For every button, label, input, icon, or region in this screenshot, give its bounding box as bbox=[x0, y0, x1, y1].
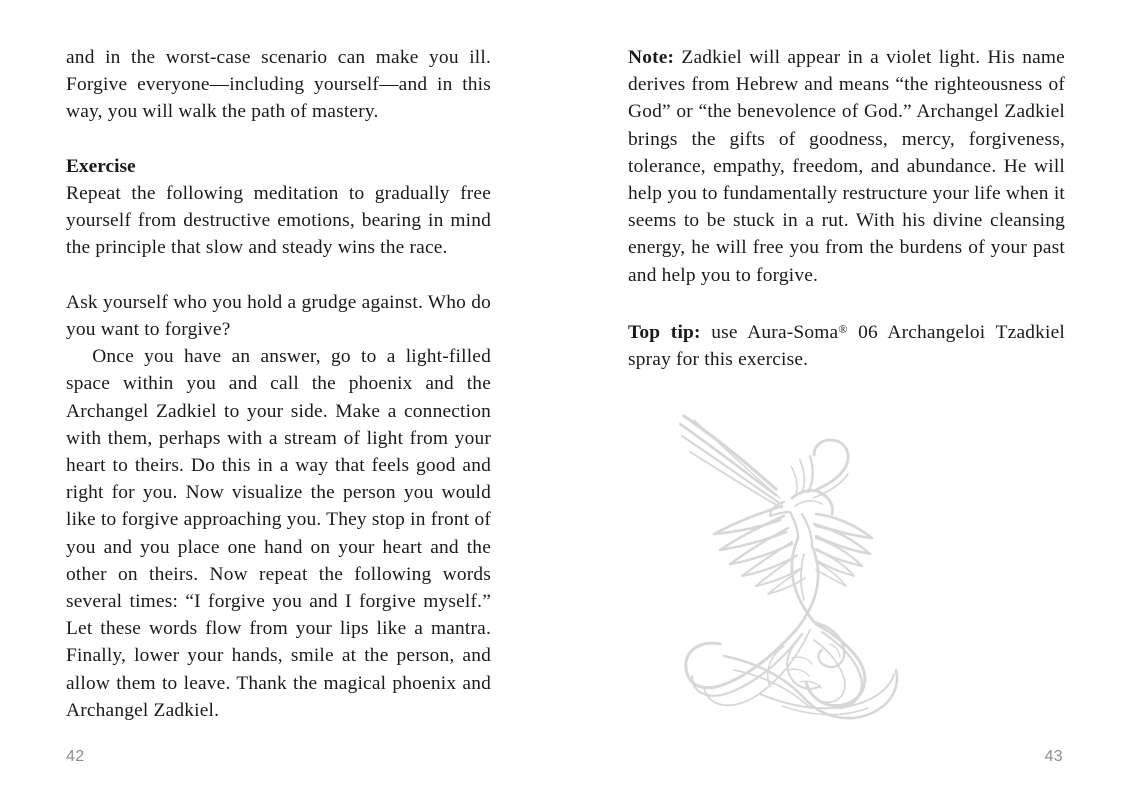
heading-exercise: Exercise bbox=[66, 155, 136, 177]
top-tip-body-before: use Aura-Soma bbox=[700, 322, 839, 344]
block-spacer bbox=[66, 262, 491, 289]
top-tip-body-after: 06 Archangeloi Tzadkiel spray for this exercise. bbox=[628, 322, 1065, 371]
block-spacer bbox=[66, 126, 491, 153]
left-page-column bbox=[0, 44, 560, 724]
paragraph-continued-mastery: and in the worst-case scenario can make you ill. Forgive everyone—including yourself—and in this way, you will walk the path of mastery. bbox=[66, 47, 491, 123]
page-number-right: 43 bbox=[1044, 748, 1063, 765]
right-page-column bbox=[560, 44, 1121, 724]
top-tip-lead-label: Top tip: bbox=[628, 322, 701, 344]
paragraph-exercise-intro: Repeat the following meditation to gradually free yourself from destructive emotions, bearing in mind the principle that slow and steady wins the race. bbox=[66, 183, 491, 259]
spread-columns bbox=[0, 44, 1121, 724]
phoenix-ornament-svg bbox=[664, 394, 914, 724]
paragraph-top-tip bbox=[628, 316, 1065, 373]
paragraph-note bbox=[628, 44, 1065, 289]
page-number-left: 42 bbox=[66, 748, 85, 765]
block-spacer bbox=[628, 289, 1065, 316]
paragraph-meditation-steps: Once you have an answer, go to a light-filled space within you and call the phoenix and the Archangel Zadkiel to your side. Make a connection with them, perhaps with a stream of light from your heart to theirs. Do this in a way that feels good and right for you. Now visualize the person you would like to forgive approaching you. They stop in front of you and you place one hand on your heart and the other on theirs. Now repeat the following words several times: “I forgive you and I forgive myself.” Let these words flow from your lips like a mantra. Finally, lower your hands, smile at the person, and allow them to leave. Thank the magical phoenix and Archangel Zadkiel. bbox=[66, 346, 491, 721]
note-lead-label: Note: bbox=[628, 47, 675, 68]
paragraph-ask-yourself: Ask yourself who you hold a grudge against. Who do you want to forgive? bbox=[66, 291, 491, 340]
phoenix-ornament-icon bbox=[664, 394, 914, 724]
note-body-text: Zadkiel will appear in a violet light. His name derives from Hebrew and means “the righteousness of God” or “the benevolence of God.” Archangel Zadkiel brings the gifts of goodness, mercy, forgiveness, tolerance, empathy, freedom, and abundance. He will help you to fundamentally restructure your life when it seems to be stuck in a rut. With his divine cleansing energy, he will free you from the burdens of your past and help you to forgive. bbox=[628, 47, 1065, 286]
registered-trademark-mark: ® bbox=[838, 322, 848, 337]
